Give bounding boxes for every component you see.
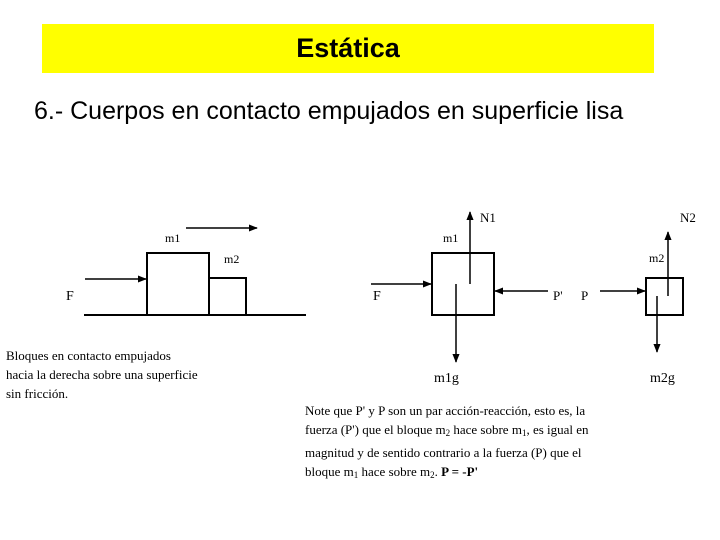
normal-n2-label: N2 — [680, 210, 696, 225]
note-text: hace sobre — [358, 464, 420, 479]
block-m2 — [209, 278, 246, 315]
note-mass-symbol: m — [435, 422, 446, 437]
note-subscript: 1 — [521, 428, 527, 438]
note-subscript: 2 — [445, 428, 451, 438]
fbd-force-f-label: F — [373, 289, 381, 304]
block-m2-label: m2 — [224, 252, 240, 266]
note-equation: P = -P' — [441, 464, 479, 479]
free-body-m2 — [581, 210, 696, 386]
contact-p-prime-label: P' — [553, 288, 563, 303]
note-text: fuerza (P') que el bloque — [305, 422, 436, 437]
note-subscript: 2 — [430, 470, 435, 480]
action-reaction-note — [305, 401, 589, 485]
block-m1-label: m1 — [165, 231, 181, 245]
force-label-f: F — [66, 289, 74, 304]
note-text: , es igual en — [526, 422, 589, 437]
note-text: hace sobre — [450, 422, 512, 437]
contact-blocks-figure — [66, 228, 306, 315]
weight-m1g-label: m1g — [434, 371, 459, 386]
slide-subtitle: 6.- Cuerpos en contacto empujados en superficie lisa — [34, 97, 624, 125]
weight-m2g-label: m2g — [650, 371, 675, 386]
caption-line: sin fricción. — [6, 386, 69, 401]
fbd-m2-label: m2 — [649, 251, 665, 265]
normal-n1-label: N1 — [480, 210, 496, 225]
note-mass-symbol: m — [511, 422, 522, 437]
fbd-block-m2 — [646, 278, 683, 315]
free-body-m1 — [371, 210, 563, 386]
caption-line: Bloques en contacto empujados — [6, 348, 171, 363]
note-mass-symbol: m — [419, 464, 431, 479]
contact-p-label: P — [581, 288, 589, 303]
note-line: magnitud y de sentido contrario a la fuerza (P) que el — [305, 445, 582, 460]
note-line: Note que P' y P son un par acción-reacción, esto es, la — [305, 403, 586, 418]
caption-line: hacia la derecha sobre una superficie — [6, 367, 198, 382]
left-figure-caption — [6, 346, 198, 403]
block-m1 — [147, 253, 209, 315]
slide-title: Estática — [296, 33, 400, 63]
note-text: bloque — [305, 464, 344, 479]
note-mass-symbol: m — [343, 464, 354, 479]
fbd-block-m1 — [432, 253, 494, 315]
note-text: . — [434, 464, 442, 479]
note-line — [305, 420, 589, 443]
fbd-m1-label: m1 — [443, 231, 459, 245]
note-subscript: 1 — [353, 470, 359, 480]
note-line — [305, 462, 589, 485]
